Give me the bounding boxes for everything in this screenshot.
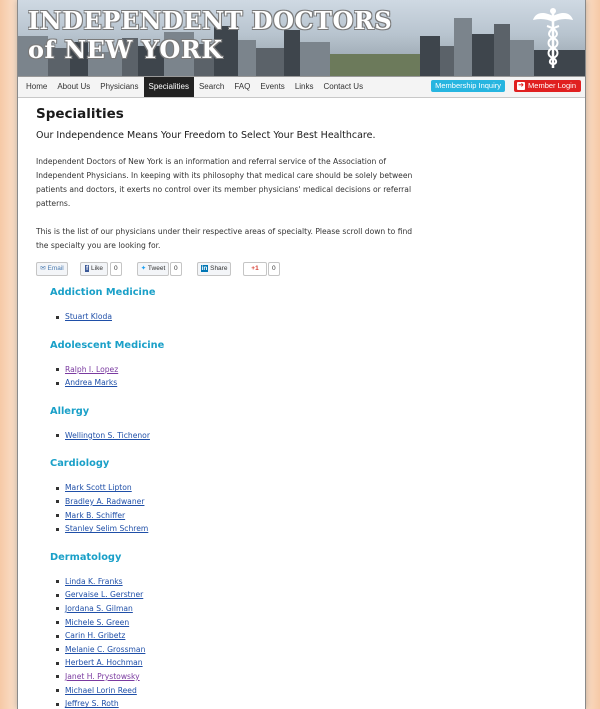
list-item — [56, 588, 410, 602]
list-item — [56, 429, 410, 443]
doctor-link[interactable]: Melanie C. Grossman — [65, 644, 146, 654]
doctor-link[interactable]: Bradley A. Radwaner — [65, 496, 145, 506]
nav-about-us[interactable]: About Us — [57, 82, 91, 91]
list-item — [56, 481, 410, 495]
facebook-like-label: Like — [91, 265, 103, 272]
specialty-heading: Adolescent Medicine — [50, 339, 165, 351]
member-login-button[interactable] — [514, 80, 581, 92]
email-share-label: Email — [47, 265, 64, 272]
site-title[interactable] — [28, 6, 392, 64]
doctor-list — [50, 310, 410, 324]
list-item — [56, 376, 410, 390]
specialty-heading: Dermatology — [50, 551, 122, 563]
nav-contact-us[interactable]: Contact Us — [323, 82, 364, 91]
list-item — [56, 363, 410, 377]
doctor-link[interactable]: Ralph I. Lopez — [65, 364, 119, 374]
nav-home[interactable]: Home — [26, 82, 48, 91]
tweet-button[interactable] — [137, 262, 169, 276]
list-item — [56, 575, 410, 589]
specialty-heading: Cardiology — [50, 458, 110, 470]
linkedin-share-button[interactable] — [197, 262, 231, 276]
main-nav — [18, 76, 585, 98]
list-item — [56, 495, 410, 509]
instructions-paragraph: This is the list of our physicians under their respective areas of specialty. Please scroll down to find the specialty you are looking for. — [36, 227, 413, 250]
tweet-count: 0 — [170, 262, 182, 276]
list-item — [56, 616, 410, 630]
nav-links[interactable]: Links — [294, 82, 314, 91]
specialties-list — [50, 284, 410, 709]
list-item — [56, 643, 410, 657]
list-item — [56, 670, 410, 684]
doctor-list — [50, 575, 410, 709]
doctor-link[interactable]: Jordana S. Gilman — [65, 603, 133, 613]
nav-faq[interactable]: FAQ — [234, 82, 251, 91]
specialty-heading: Addiction Medicine — [50, 287, 156, 298]
doctor-link[interactable]: Wellington S. Tichenor — [65, 430, 150, 440]
google-plus-count: 0 — [268, 262, 280, 276]
nav-physicians[interactable]: Physicians — [100, 82, 139, 91]
list-item — [56, 629, 410, 643]
header-banner — [18, 0, 585, 76]
doctor-link[interactable]: Janet H. Prystowsky — [65, 671, 140, 681]
doctor-link[interactable]: Stanley Selim Schrem — [65, 524, 149, 534]
google-plus-label: +1 — [251, 265, 259, 272]
arrow-right-icon: ➜ — [518, 82, 525, 89]
tweet-label: Tweet — [147, 265, 166, 272]
doctor-link[interactable]: Carin H. Gribetz — [65, 631, 126, 641]
doctor-list — [50, 429, 410, 443]
doctor-link[interactable]: Linda K. Franks — [65, 576, 123, 586]
list-item — [56, 310, 410, 324]
twitter-bird-icon: ✦ — [140, 265, 147, 272]
linkedin-icon: in — [201, 265, 208, 272]
nav-specialities[interactable]: Specialities — [144, 77, 194, 97]
facebook-like-button[interactable] — [80, 262, 108, 276]
doctor-list — [50, 363, 410, 390]
page-tagline: Our Independence Means Your Freedom to Select Your Best Healthcare. — [36, 130, 376, 141]
doctor-link[interactable]: Mark Scott Lipton — [65, 483, 132, 493]
list-item — [56, 684, 410, 698]
specialty-heading: Allergy — [50, 405, 90, 417]
google-plus-button[interactable] — [243, 262, 267, 276]
caduceus-icon — [531, 6, 575, 70]
doctor-link[interactable]: Stuart Kloda — [65, 312, 112, 321]
list-item — [56, 522, 410, 536]
facebook-like-count: 0 — [110, 262, 122, 276]
page-container — [17, 0, 586, 709]
site-title-line2: of NEW YORK — [28, 35, 223, 64]
main-content — [36, 106, 416, 253]
linkedin-share-label: Share — [210, 265, 228, 272]
list-item — [56, 656, 410, 670]
list-item — [56, 697, 410, 709]
doctor-list — [50, 481, 410, 535]
doctor-link[interactable]: Herbert A. Hochman — [65, 658, 143, 668]
site-title-line1: INDEPENDENT DOCTORS — [28, 6, 393, 35]
share-bar — [36, 262, 416, 276]
list-item — [56, 602, 410, 616]
member-login-label: Member Login — [528, 81, 576, 90]
doctor-link[interactable]: Mark B. Schiffer — [65, 510, 126, 520]
facebook-icon: f — [86, 265, 89, 272]
email-share-button[interactable] — [36, 262, 68, 276]
doctor-link[interactable]: Michael Lorin Reed — [65, 685, 137, 695]
list-item — [56, 509, 410, 523]
email-icon: ✉ — [40, 265, 46, 272]
page-title: Specialities — [36, 106, 124, 122]
intro-paragraph: Independent Doctors of New York is an information and referral service of the Association of Independent Physicians. In keeping with its philosophy that medical care should be solely between patients and doctors, it exerts no control over its member physicians' medical decisions or referral patterns. — [36, 157, 413, 208]
nav-events[interactable]: Events — [260, 82, 285, 91]
doctor-link[interactable]: Gervaise L. Gerstner — [65, 590, 144, 600]
doctor-link[interactable]: Michele S. Green — [65, 617, 130, 627]
doctor-link[interactable]: Andrea Marks — [65, 378, 118, 388]
membership-inquiry-button[interactable]: Membership Inquiry — [431, 80, 505, 92]
nav-search[interactable]: Search — [198, 82, 225, 91]
doctor-link[interactable]: Jeffrey S. Roth — [65, 699, 119, 709]
